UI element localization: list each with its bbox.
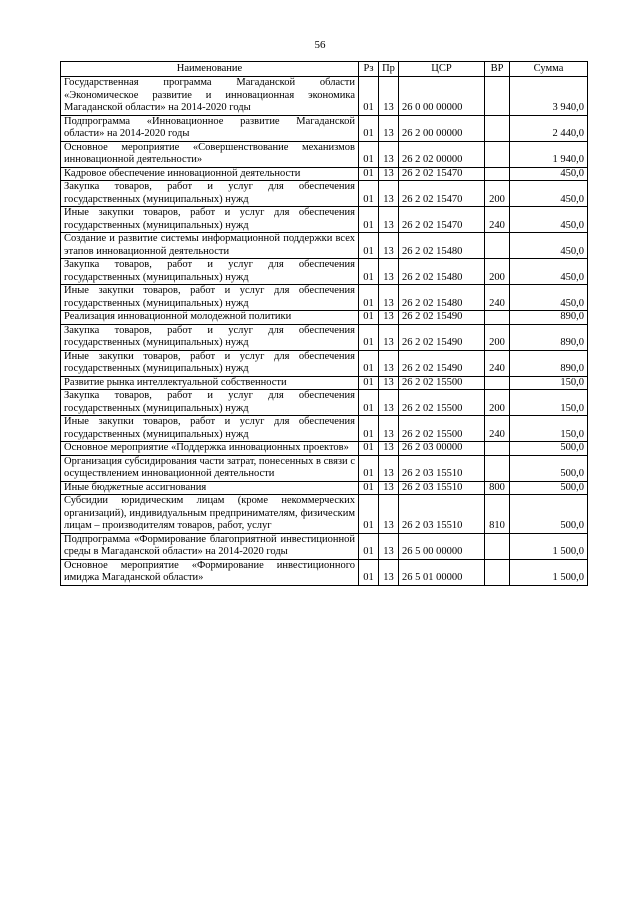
table-row — [61, 533, 588, 559]
row-vr-cell — [485, 141, 510, 167]
table-row — [61, 141, 588, 167]
row-csr-cell: 26 2 00 00000 — [399, 115, 485, 141]
row-sum-cell: 890,0 — [510, 324, 588, 350]
row-csr-cell: 26 2 02 15480 — [399, 259, 485, 285]
row-vr-cell — [485, 233, 510, 259]
row-name-cell: Иные закупки товаров, работ и услуг для обеспечения государственных (муниципальных) нужд — [61, 350, 359, 376]
row-sum-cell: 450,0 — [510, 207, 588, 233]
row-vr-cell: 200 — [485, 324, 510, 350]
row-sum-cell: 450,0 — [510, 167, 588, 181]
row-rz-cell: 01 — [359, 141, 379, 167]
row-csr-cell: 26 2 02 00000 — [399, 141, 485, 167]
row-vr-cell: 240 — [485, 416, 510, 442]
table-row — [61, 207, 588, 233]
row-sum-cell: 150,0 — [510, 376, 588, 390]
row-name-cell: Закупка товаров, работ и услуг для обеспечения государственных (муниципальных) нужд — [61, 181, 359, 207]
table-row — [61, 376, 588, 390]
row-csr-cell: 26 2 02 15500 — [399, 376, 485, 390]
row-sum-cell: 1 500,0 — [510, 533, 588, 559]
row-sum-cell: 500,0 — [510, 442, 588, 456]
row-name-cell: Иные закупки товаров, работ и услуг для обеспечения государственных (муниципальных) нужд — [61, 416, 359, 442]
row-rz-cell: 01 — [359, 533, 379, 559]
row-sum-cell: 890,0 — [510, 311, 588, 325]
page-number: 56 — [314, 39, 326, 51]
row-rz-cell: 01 — [359, 167, 379, 181]
row-name-cell: Развитие рынка интеллектуальной собственности — [61, 376, 359, 390]
row-name-cell: Иные закупки товаров, работ и услуг для обеспечения государственных (муниципальных) нужд — [61, 207, 359, 233]
row-name-cell: Кадровое обеспечение инновационной деятельности — [61, 167, 359, 181]
row-sum-cell: 890,0 — [510, 350, 588, 376]
row-csr-cell: 26 5 00 00000 — [399, 533, 485, 559]
row-csr-cell: 26 2 02 15500 — [399, 416, 485, 442]
row-pr-cell: 13 — [379, 233, 399, 259]
header-name: Наименование — [61, 62, 359, 77]
row-name-cell: Подпрограмма «Формирование благоприятной инвестиционной среды в Магаданской области» на 2014-2020 годы — [61, 533, 359, 559]
table-row — [61, 442, 588, 456]
row-csr-cell: 26 2 03 15510 — [399, 455, 485, 481]
table-row — [61, 77, 588, 116]
row-sum-cell: 150,0 — [510, 416, 588, 442]
row-csr-cell: 26 0 00 00000 — [399, 77, 485, 116]
row-vr-cell: 240 — [485, 350, 510, 376]
row-sum-cell: 1 940,0 — [510, 141, 588, 167]
row-rz-cell: 01 — [359, 115, 379, 141]
row-name-cell: Государственная программа Магаданской области «Экономическое развитие и инновационная экономика Магаданской области» на 2014-2020 годы — [61, 77, 359, 116]
row-pr-cell: 13 — [379, 559, 399, 585]
row-rz-cell: 01 — [359, 311, 379, 325]
row-pr-cell: 13 — [379, 259, 399, 285]
row-vr-cell: 200 — [485, 259, 510, 285]
row-csr-cell: 26 2 03 15510 — [399, 481, 485, 495]
row-csr-cell: 26 2 02 15500 — [399, 390, 485, 416]
row-name-cell: Основное мероприятие «Поддержка инновационных проектов» — [61, 442, 359, 456]
row-vr-cell: 240 — [485, 207, 510, 233]
table-row — [61, 115, 588, 141]
row-csr-cell: 26 2 02 15470 — [399, 207, 485, 233]
table-row — [61, 285, 588, 311]
row-pr-cell: 13 — [379, 455, 399, 481]
row-vr-cell — [485, 442, 510, 456]
row-rz-cell: 01 — [359, 207, 379, 233]
table-body — [61, 77, 588, 586]
table-row — [61, 311, 588, 325]
header-rz: Рз — [359, 62, 379, 77]
row-sum-cell: 3 940,0 — [510, 77, 588, 116]
row-name-cell: Закупка товаров, работ и услуг для обеспечения государственных (муниципальных) нужд — [61, 390, 359, 416]
row-name-cell: Реализация инновационной молодежной политики — [61, 311, 359, 325]
row-name-cell: Иные закупки товаров, работ и услуг для обеспечения государственных (муниципальных) нужд — [61, 285, 359, 311]
row-rz-cell: 01 — [359, 324, 379, 350]
row-rz-cell: 01 — [359, 376, 379, 390]
table-header-row — [61, 62, 588, 77]
row-pr-cell: 13 — [379, 481, 399, 495]
row-csr-cell: 26 2 02 15490 — [399, 350, 485, 376]
row-vr-cell — [485, 167, 510, 181]
table-row — [61, 259, 588, 285]
table-row — [61, 559, 588, 585]
header-vr: ВР — [485, 62, 510, 77]
row-pr-cell: 13 — [379, 285, 399, 311]
table-row — [61, 416, 588, 442]
row-sum-cell: 500,0 — [510, 455, 588, 481]
row-pr-cell: 13 — [379, 376, 399, 390]
row-vr-cell: 240 — [485, 285, 510, 311]
row-rz-cell: 01 — [359, 77, 379, 116]
row-csr-cell: 26 5 01 00000 — [399, 559, 485, 585]
row-csr-cell: 26 2 03 15510 — [399, 495, 485, 534]
row-sum-cell: 450,0 — [510, 233, 588, 259]
row-sum-cell: 450,0 — [510, 285, 588, 311]
row-vr-cell — [485, 311, 510, 325]
row-csr-cell: 26 2 03 00000 — [399, 442, 485, 456]
row-rz-cell: 01 — [359, 350, 379, 376]
table-row — [61, 350, 588, 376]
row-csr-cell: 26 2 02 15490 — [399, 324, 485, 350]
table-row — [61, 481, 588, 495]
row-pr-cell: 13 — [379, 167, 399, 181]
row-pr-cell: 13 — [379, 350, 399, 376]
row-sum-cell: 500,0 — [510, 481, 588, 495]
row-vr-cell — [485, 455, 510, 481]
row-rz-cell: 01 — [359, 181, 379, 207]
row-rz-cell: 01 — [359, 442, 379, 456]
header-sum: Сумма — [510, 62, 588, 77]
row-pr-cell: 13 — [379, 115, 399, 141]
row-rz-cell: 01 — [359, 285, 379, 311]
row-rz-cell: 01 — [359, 455, 379, 481]
budget-table — [60, 61, 588, 586]
row-vr-cell — [485, 559, 510, 585]
row-pr-cell: 13 — [379, 311, 399, 325]
row-sum-cell: 2 440,0 — [510, 115, 588, 141]
row-name-cell: Закупка товаров, работ и услуг для обеспечения государственных (муниципальных) нужд — [61, 259, 359, 285]
row-sum-cell: 150,0 — [510, 390, 588, 416]
row-vr-cell — [485, 77, 510, 116]
row-name-cell: Создание и развитие системы информационной поддержки всех этапов инновационной деятельности — [61, 233, 359, 259]
row-pr-cell: 13 — [379, 207, 399, 233]
row-name-cell: Организация субсидирования части затрат, понесенных в связи с осуществлением инновационной деятельности — [61, 455, 359, 481]
row-vr-cell: 200 — [485, 390, 510, 416]
row-name-cell: Подпрограмма «Инновационное развитие Магаданской области» на 2014-2020 годы — [61, 115, 359, 141]
table-row — [61, 324, 588, 350]
row-vr-cell: 800 — [485, 481, 510, 495]
row-vr-cell — [485, 533, 510, 559]
table-row — [61, 233, 588, 259]
table-row — [61, 390, 588, 416]
row-vr-cell: 200 — [485, 181, 510, 207]
row-pr-cell: 13 — [379, 390, 399, 416]
row-name-cell: Иные бюджетные ассигнования — [61, 481, 359, 495]
row-name-cell: Основное мероприятие «Формирование инвестиционного имиджа Магаданской области» — [61, 559, 359, 585]
row-rz-cell: 01 — [359, 495, 379, 534]
row-csr-cell: 26 2 02 15480 — [399, 285, 485, 311]
row-vr-cell — [485, 376, 510, 390]
header-pr: Пр — [379, 62, 399, 77]
row-rz-cell: 01 — [359, 559, 379, 585]
row-rz-cell: 01 — [359, 416, 379, 442]
row-csr-cell: 26 2 02 15470 — [399, 181, 485, 207]
table-row — [61, 181, 588, 207]
row-rz-cell: 01 — [359, 233, 379, 259]
row-name-cell: Основное мероприятие «Совершенствование механизмов инновационной деятельности» — [61, 141, 359, 167]
table-row — [61, 455, 588, 481]
row-name-cell: Субсидии юридическим лицам (кроме некоммерческих организаций), индивидуальным предпринимателям, физическим лицам – производителям товаров, работ, услуг — [61, 495, 359, 534]
row-vr-cell — [485, 115, 510, 141]
row-vr-cell: 810 — [485, 495, 510, 534]
row-pr-cell: 13 — [379, 324, 399, 350]
table-row — [61, 167, 588, 181]
row-csr-cell: 26 2 02 15470 — [399, 167, 485, 181]
row-csr-cell: 26 2 02 15480 — [399, 233, 485, 259]
row-rz-cell: 01 — [359, 259, 379, 285]
row-rz-cell: 01 — [359, 481, 379, 495]
row-sum-cell: 450,0 — [510, 259, 588, 285]
row-pr-cell: 13 — [379, 181, 399, 207]
row-pr-cell: 13 — [379, 141, 399, 167]
row-pr-cell: 13 — [379, 533, 399, 559]
row-sum-cell: 1 500,0 — [510, 559, 588, 585]
row-csr-cell: 26 2 02 15490 — [399, 311, 485, 325]
row-pr-cell: 13 — [379, 77, 399, 116]
row-pr-cell: 13 — [379, 495, 399, 534]
row-pr-cell: 13 — [379, 416, 399, 442]
row-pr-cell: 13 — [379, 442, 399, 456]
row-sum-cell: 500,0 — [510, 495, 588, 534]
row-sum-cell: 450,0 — [510, 181, 588, 207]
row-rz-cell: 01 — [359, 390, 379, 416]
header-csr: ЦСР — [399, 62, 485, 77]
table-row — [61, 495, 588, 534]
row-name-cell: Закупка товаров, работ и услуг для обеспечения государственных (муниципальных) нужд — [61, 324, 359, 350]
